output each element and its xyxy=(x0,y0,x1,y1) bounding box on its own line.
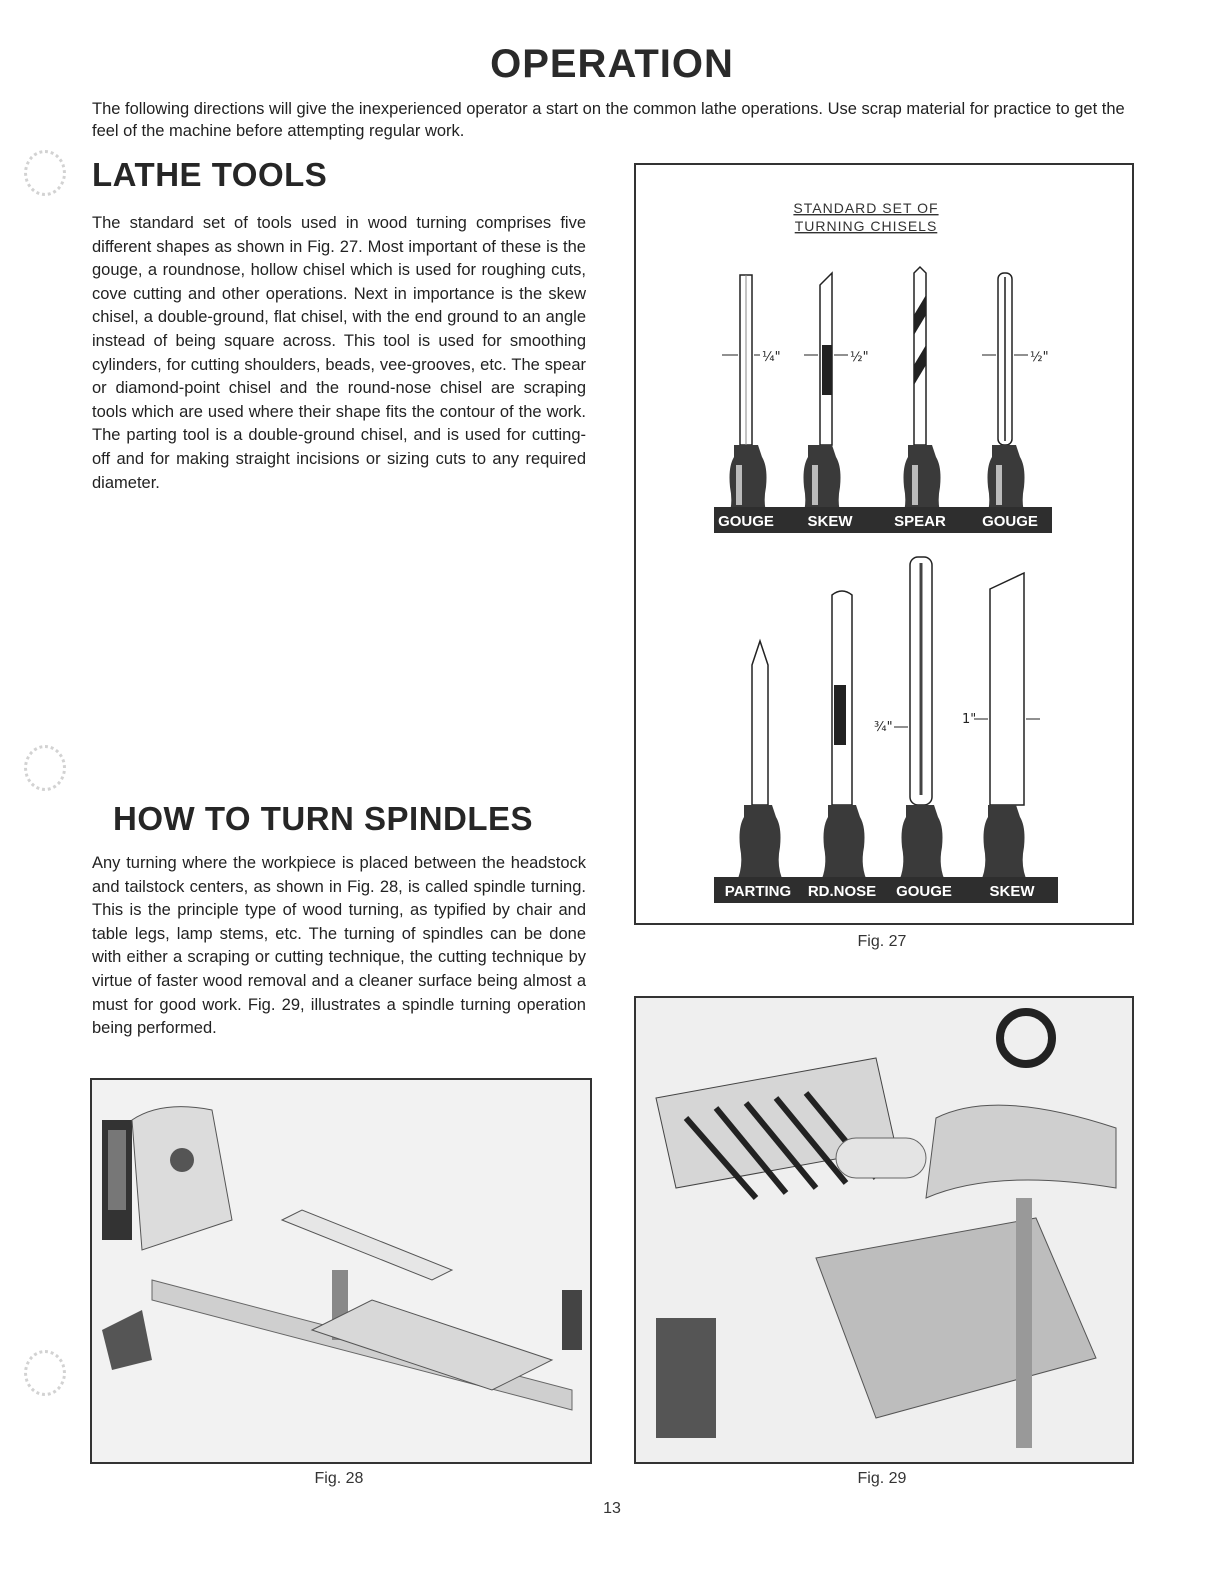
dim-gouge-quarter: ¼" xyxy=(762,350,781,365)
fig27-title-line1: STANDARD SET OF xyxy=(793,200,939,216)
chisel-gouge-half xyxy=(984,273,1028,523)
intro-paragraph: The following directions will give the inexperienced operator a start on the common lathe operations. Use scrap material for practice to get the feel of the machine before attempting regular work. xyxy=(92,100,1125,140)
punch-hole-top xyxy=(24,150,66,196)
tailstock xyxy=(562,1290,582,1350)
fig27-title-line2: TURNING CHISELS xyxy=(794,218,938,234)
fig27-frame xyxy=(634,163,1134,925)
spindles-paragraph: Any turning where the workpiece is placed between the headstock and tailstock centers, as shown in Fig. 28, is called spindle turning. This is the principle type of wood turning, as typified by chair and table legs, lamp stems, etc. The turning of spindles can be done with either a scraping or cutting technique, the cutting technique by virtue of faster wood removal and a cleaner surface being almost a must for good work. Fig. 29, illustrates a spindle turning operation being performed. xyxy=(92,854,586,1038)
label-parting: PARTING xyxy=(724,883,792,900)
fig28-frame xyxy=(90,1078,592,1464)
lathe-tools-heading: LATHE TOOLS xyxy=(92,156,328,193)
label-gouge-1: GOUGE xyxy=(718,513,774,530)
fig28-illustration xyxy=(92,1080,590,1462)
dim-skew-half: ½" xyxy=(850,350,869,365)
lathe-panel xyxy=(656,1318,716,1438)
punch-hole-middle xyxy=(24,745,66,791)
page-number: 13 xyxy=(603,1500,621,1517)
lathe-tools-paragraph: The standard set of tools used in wood turning comprises five different shapes as shown in Fig. 27. Most important of these is the gouge, a roundnose, hollow chisel which is used for roughing cuts, cove cutting and other operations. Next in importance is the skew chisel, a double-ground, flat chisel, with the end ground to an angle instead of being square across. This tool is used for smoothing cylinders, for cutting shoulders, beads, vee-grooves, etc. The spear or diamond-point chisel and the round-nose chisel are scraping tools which are used where their shape fits the contour of the work. The parting tool is a double-ground chisel, and is used for cutting-off and for making straight incisions or sizing cuts to any required diameter. xyxy=(92,214,586,492)
dim-gouge-half: ½" xyxy=(1030,350,1049,365)
label-skew-2: SKEW xyxy=(989,883,1035,900)
label-skew-1: SKEW xyxy=(807,513,853,530)
fig27-illustration xyxy=(636,165,1132,923)
dim-gouge-three-quarter: ¾" xyxy=(874,720,893,735)
chisel-gouge-quarter xyxy=(726,275,770,523)
chisel-skew-half xyxy=(800,273,844,523)
chisel-skew-one-inch xyxy=(980,573,1028,883)
fig27-caption: Fig. 27 xyxy=(857,933,907,950)
spindle-workpiece xyxy=(836,1138,926,1178)
page-title: OPERATION xyxy=(490,42,734,86)
chisel-gouge-three-quarter xyxy=(898,557,946,883)
spindles-heading: HOW TO TURN SPINDLES xyxy=(113,800,534,837)
fig29-caption: Fig. 29 xyxy=(857,1470,907,1487)
chisel-spear-half xyxy=(900,267,944,523)
label-gouge-2: GOUGE xyxy=(982,513,1038,530)
chisel-parting xyxy=(736,641,784,883)
fig29-frame xyxy=(634,996,1134,1464)
label-gouge-3: GOUGE xyxy=(896,883,952,900)
chisel-round-nose xyxy=(820,591,868,883)
fig28-caption: Fig. 28 xyxy=(314,1470,364,1487)
punch-hole-bottom xyxy=(24,1350,66,1396)
label-round-nose: RD.NOSE xyxy=(807,883,877,900)
label-spear: SPEAR xyxy=(894,513,946,530)
fig29-illustration xyxy=(636,998,1132,1462)
dim-skew-one-inch: 1" xyxy=(962,712,977,727)
